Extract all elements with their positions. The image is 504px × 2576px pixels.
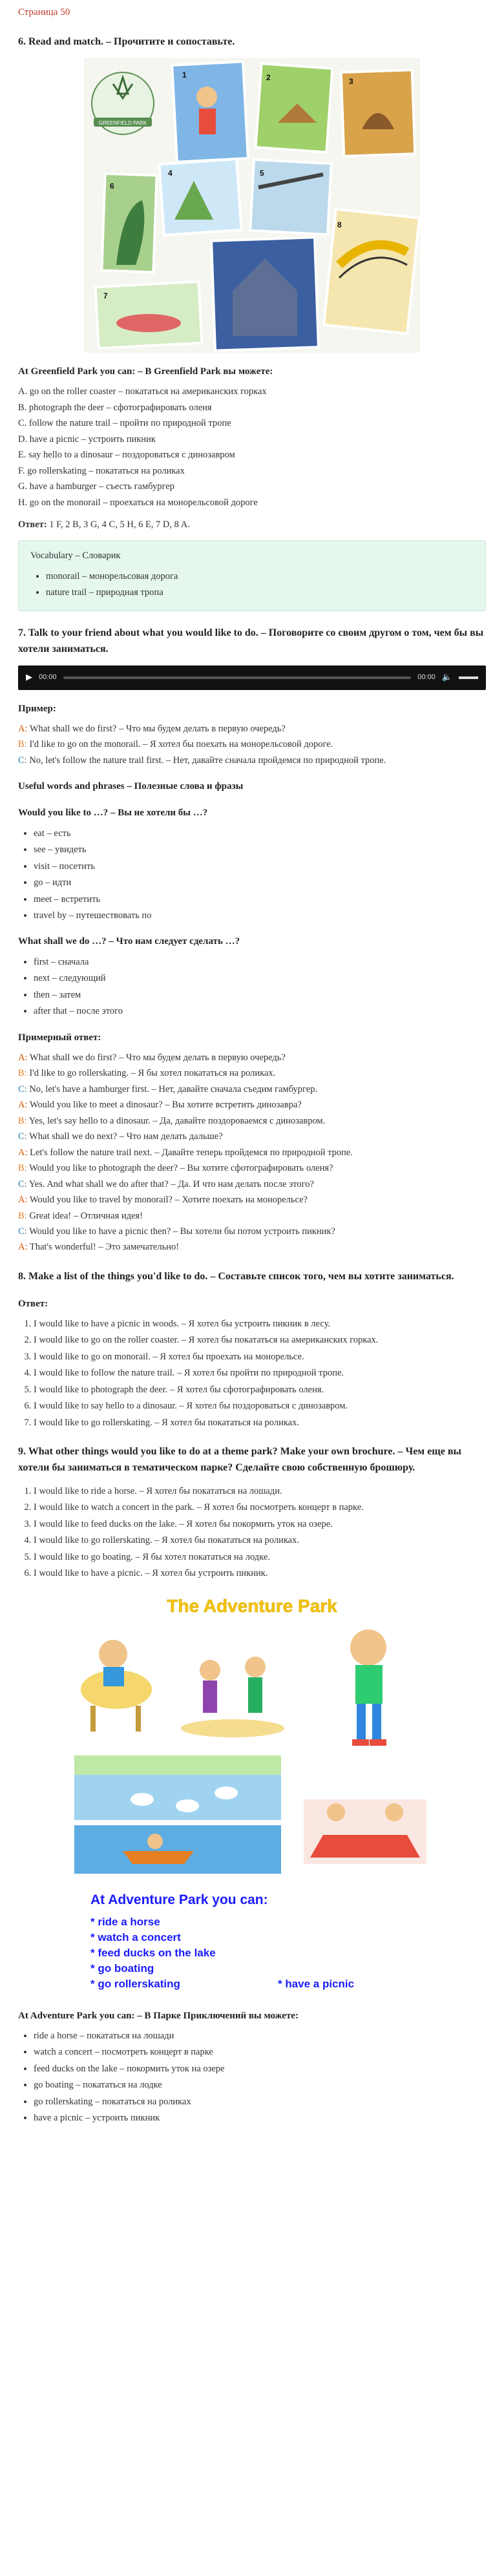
dialogue-line: A: That's wonderful! – Это замечательно! <box>18 1242 180 1253</box>
would-item: • see – увидеть <box>34 843 486 857</box>
ex6-item: A. go on the roller coaster – покататься на американских горках <box>18 386 267 397</box>
summary-item: • watch a concert – посмотреть концерт в парке <box>34 2045 486 2059</box>
ex8-item: 7. I would like to go rollerskating. – Я хотел бы покататься на роликах. <box>34 1416 486 1430</box>
ex9-title: 9. What other things would you like to do at a theme park? Make your own brochure. – Чем еще вы хотели бы заниматься в тематическом парке? Сделайте свою собственную брошюру. <box>18 1446 462 1474</box>
vocabulary-item: • nature trail – природная тропа <box>46 585 474 600</box>
audio-time-end: 00:00 <box>417 673 436 681</box>
dialogue-line: C: No, let's have a hamburger first. – Нет, давайте сначала съедим гамбургер. <box>18 1084 318 1094</box>
ex7-example-dialogue <box>18 722 486 768</box>
audio-progress-track[interactable] <box>63 676 412 679</box>
ex9-item: 2. I would like to watch a concert in the park. – Я хотел бы посмотреть концерт в парке. <box>34 1500 486 1514</box>
would-list <box>18 826 486 923</box>
dialogue-line: B: I'd like to go rollerskating. – Я бы хотел покататься на роликах. <box>18 1068 276 1079</box>
ex6-subtitle: At Greenfield Park you can: – В Greenfield Park вы можете: <box>18 366 273 377</box>
dialogue-line: C: No, let's follow the nature trail first. – Нет, давайте сначала пройдемся по природной тропе. <box>18 755 386 766</box>
play-icon[interactable]: ▶ <box>26 672 32 682</box>
brochure-item: * have a picnic <box>278 1977 355 1990</box>
sample-dialogue <box>18 1051 486 1255</box>
useful-title: Useful words and phrases – Полезные слова и фразы <box>18 781 244 792</box>
speaker-b: B: <box>18 739 27 750</box>
pic-number-5: 5 <box>260 169 264 178</box>
brochure-subtitle: At Adventure Park you can: <box>90 1892 268 1907</box>
ex6-item: C. follow the nature trail – пройти по природной тропе <box>18 418 231 429</box>
would-item: • meet – встретить <box>34 892 486 906</box>
pic-number-1: 1 <box>182 70 187 80</box>
brochure-item: * watch a concert <box>90 1931 181 1943</box>
audio-time-start: 00:00 <box>39 673 57 681</box>
dialogue-line: B: I'd like to go on the monorail. – Я хотел бы поехать на монорельсовой дороге. <box>18 739 333 750</box>
ex7-example-label: Пример: <box>18 703 56 714</box>
ex6-item: F. go rollerskating – покататься на роликах <box>18 465 185 476</box>
ex8-answer-label: Ответ: <box>18 1298 48 1309</box>
summary-item: • feed ducks on the lake – покормить уток на озере <box>34 2062 486 2076</box>
picnic-illustration <box>304 1799 426 1864</box>
vocabulary-box <box>18 540 486 611</box>
dialogue-line: A: Would you like to travel by monorail? – Хотите поехать на монорельсе? <box>18 1195 308 1206</box>
dialogue-line: C: Yes. And what shall we do after that? – Да. И что нам делать после этого? <box>18 1178 314 1189</box>
dialogue-line: A: Let's follow the nature trail next. – Давайте теперь пройдемся по природной тропе. <box>18 1147 353 1158</box>
ex9-item: 5. I would like to go boating. – Я бы хотел покататься на лодке. <box>34 1550 486 1564</box>
ex9-item: 6. I would like to have a picnic. – Я хотел бы устроить пикник. <box>34 1566 486 1580</box>
ex6-title: 6. Read and match. – Прочитите и сопоставьте. <box>18 36 235 48</box>
pic-number-2: 2 <box>266 73 271 83</box>
vocabulary-title: Vocabulary – Словарик <box>30 550 121 561</box>
speaker-c: C: <box>18 755 27 766</box>
boat-illustration <box>74 1825 281 1874</box>
ex6-item: D. have a picnic – устроить пикник <box>18 434 156 445</box>
dialogue-line: B: Would you like to photograph the deer? – Вы хотите сфотографировать оленя? <box>18 1163 333 1174</box>
ex6-answer-text: 1 F, 2 B, 3 G, 4 C, 5 H, 6 E, 7 D, 8 A. <box>49 519 190 530</box>
dialogue-line: B: Great idea! – Отличная идея! <box>18 1210 143 1221</box>
ex9-item: 1. I would like to ride a horse. – Я хотел бы покататься на лошади. <box>34 1484 486 1498</box>
would-title: Would you like to …? – Вы не хотели бы …? <box>18 808 208 819</box>
volume-icon[interactable]: 🔈 <box>441 672 452 682</box>
shall-item: • next – следующий <box>34 971 486 985</box>
pic-number-7: 7 <box>103 291 108 301</box>
page-link[interactable]: Страница 50 <box>18 7 70 17</box>
pic-number-4: 4 <box>168 169 173 178</box>
shall-title: What shall we do …? – Что нам следует сделать …? <box>18 936 240 947</box>
vocabulary-item: • monorail – монорельсовая дорога <box>46 569 474 583</box>
ex8-item: 5. I would like to photograph the deer. – Я хотел бы сфотографировать оленя. <box>34 1383 486 1397</box>
speaker-a: A: <box>18 723 28 734</box>
brochure-item: * feed ducks on the lake <box>90 1946 216 1959</box>
dialogue-line: C: What shall we do next? – Что нам делать дальше? <box>18 1131 223 1142</box>
ex8-item: 1. I would like to have a picnic in woods. – Я хотел бы устроить пикник в лесу. <box>34 1317 486 1331</box>
pic-number-8: 8 <box>337 220 342 230</box>
ex6-answer <box>18 518 486 532</box>
dialogue-line: C: Would you like to have a picnic then? – Вы хотели бы потом устроить пикник? <box>18 1226 335 1237</box>
brochure-picture <box>65 1586 439 1997</box>
dialogue-line: B: Yes, let's say hello to a dinosaur. – Да, давайте поздороваемся с динозавром. <box>18 1115 326 1126</box>
would-item: • eat – есть <box>34 826 486 841</box>
ex6-item: G. have a hamburger – съесть гамбургер <box>18 481 174 492</box>
pic-number-3: 3 <box>349 77 353 87</box>
ex9-list <box>18 1484 486 1581</box>
sample-label: Примерный ответ: <box>18 1032 101 1043</box>
shall-list <box>18 955 486 1019</box>
ex6-item: E. say hello to a dinosaur – поздороваться с динозавром <box>18 450 235 461</box>
ex8-list <box>18 1317 486 1430</box>
park-sign <box>92 72 154 134</box>
ex8-item: 6. I would like to say hello to a dinosaur. – Я хотел бы поздороваться с динозавром. <box>34 1399 486 1413</box>
brochure-item: * go rollerskating <box>90 1977 180 1990</box>
ex8-item: 2. I would like to go on the roller coaster. – Я хотел бы покататься на американских горках. <box>34 1333 486 1347</box>
ex9-item: 4. I would like to go rollerskating. – Я хотел бы покататься на роликах. <box>34 1533 486 1547</box>
audio-player[interactable] <box>18 665 486 690</box>
ex7-title: 7. Talk to your friend about what you would like to do. – Поговорите со своим другом о том, чем бы вы хотели заниматься. <box>18 627 484 654</box>
ex8-item: 3. I would like to go on monorail. – Я хотел бы проехать на монорельсе. <box>34 1350 486 1364</box>
pic-number-6: 6 <box>110 182 114 191</box>
would-item: • go – идти <box>34 875 486 890</box>
would-item: • visit – посетить <box>34 859 486 874</box>
brochure-item: * ride a horse <box>90 1915 160 1928</box>
ex6-item: H. go on the monorail – проехаться на монорельсовой дороге <box>18 497 258 508</box>
volume-slider[interactable] <box>459 676 478 679</box>
brochure-item: * go boating <box>90 1962 154 1974</box>
ex8-title: 8. Make a list of the things you'd like to do. – Составьте список того, чем вы хотите заниматься. <box>18 1270 454 1282</box>
dialogue-line: A: What shall we do first? – Что мы будем делать в первую очередь? <box>18 723 286 734</box>
shall-item: • after that – после этого <box>34 1004 486 1018</box>
ex6-picture <box>84 58 420 353</box>
ex6-item: B. photograph the deer – сфотографировать оленя <box>18 402 212 413</box>
brochure-title: The Adventure Park <box>167 1595 337 1616</box>
ex9-summary-list <box>18 2029 486 2126</box>
dialogue-line: A: Would you like to meet a dinosaur? – Вы хотите встретить динозавра? <box>18 1100 302 1111</box>
summary-item: • go boating – покататься на лодке <box>34 2078 486 2092</box>
shall-item: • first – сначала <box>34 955 486 969</box>
ex6-answer-label: Ответ: <box>18 519 47 530</box>
dialogue-line: A: What shall we do first? – Что мы будем делать в первую очередь? <box>18 1052 286 1063</box>
ex9-item: 3. I would like to feed ducks on the lake. – Я хотел бы покормить уток на озере. <box>34 1517 486 1531</box>
ex8-item: 4. I would like to follow the nature trail. – Я хотел бы пройти по природной тропе. <box>34 1366 486 1380</box>
lake-illustration <box>74 1755 281 1820</box>
summary-item: • ride a horse – покататься на лошади <box>34 2029 486 2043</box>
summary-item: • have a picnic – устроить пикник <box>34 2111 486 2125</box>
ex9-summary-title: At Adventure Park you can: – В Парке Приключений вы можете: <box>18 2010 299 2021</box>
ex6-items <box>18 384 486 510</box>
park-sign-text: GREENFIELD PARK <box>98 120 147 127</box>
would-item: • travel by – путешествовать по <box>34 908 486 923</box>
summary-item: • go rollerskating – покататься на роликах <box>34 2095 486 2109</box>
shall-item: • then – затем <box>34 988 486 1002</box>
